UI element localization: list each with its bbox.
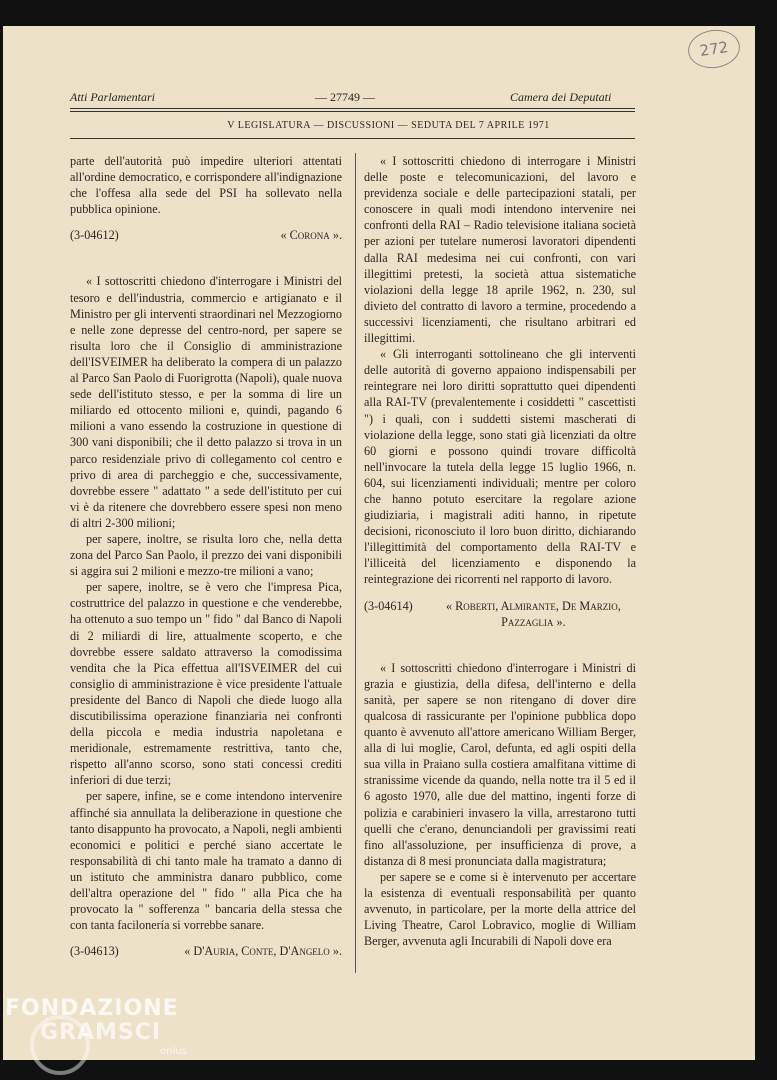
header-rule-top <box>70 108 635 109</box>
left-ref-number-2: (3-04613) <box>70 944 119 959</box>
header-left: Atti Parlamentari <box>70 90 155 104</box>
watermark-line-3: onlus <box>160 1046 187 1057</box>
column-divider <box>355 153 356 973</box>
header-rule-bottom <box>70 138 635 139</box>
right-reference-1 <box>364 598 636 630</box>
header-right: Camera dei Deputati <box>510 90 612 104</box>
left-column <box>70 153 342 959</box>
left-signature-2: « D'Auria, Conte, D'Angelo ». <box>184 944 342 959</box>
right-ref-number-1: (3-04614) <box>364 598 413 613</box>
right-column <box>364 153 636 949</box>
left-reference-1 <box>70 227 342 243</box>
watermark-line-1: FONDAZIONE <box>5 996 179 1021</box>
watermark-line-2: GRAMSCI <box>40 1020 162 1045</box>
right-paragraph-4: per sapere se e come si è intervenuto per accertare la esistenza di eventuali responsabilità per quanto avvenuto, in particolare, per la morte della attrice del Living Theatre, Carol Lobravico, moglie di William Berger, avvenuta agli Incurabili di Napoli dove era <box>364 869 636 949</box>
session-subheader: V LEGISLATURA — DISCUSSIONI — SEDUTA DEL 7 APRILE 1971 <box>227 120 550 131</box>
right-signature-1: « Roberti, Almirante, De Marzio, Pazzaglia ». <box>445 598 621 629</box>
left-paragraph-1: parte dell'autorità può impedire ulteriori attentati all'ordine democratico, e corrispondere all'indignazione che l'offesa alla sede del PSI ha sollevato nella pubblica opinione. <box>70 154 342 217</box>
left-paragraph-4: per sapere, inoltre, se è vero che l'impresa Pica, costruttrice del palazzo in questione e che venderebbe, ha ottenuto a suo tempo un " fido " dal Banco di Napoli di 2 miliardi di lire, attualmente scoperto, e che dovrebbe essere saldato attraverso la comodissima vendita che la Pica effettua all'ISVEIMER del cui consiglio di amministrazione è vice presidente l'attuale presidente del Banco di Napoli che diede luogo alla discutibilissima operazione finanziaria nei confronti della piccola e media industria napoletana e meridionale, estremamente restrittiva, tanto che, rispetto all'anno scorso, sono stati concessi crediti inferiori di due terzi; <box>70 580 342 788</box>
left-ref-number-1: (3-04612) <box>70 228 119 243</box>
right-paragraph-1: « I sottoscritti chiedono di interrogare i Ministri delle poste e telecomunicazioni, del lavoro e previdenza sociale e delle partecipazioni statali, per conoscere in quali modi intendono intervenire nei confronti della RAI – Radio televisione italiana società per azioni per tutelare numerosi lavoratori dipendenti dalla RAI medesima nei cui confronti, con vari illegittimi pretesti, la società attua sistematiche violazioni della legge 18 aprile 1962, n. 230, sul divieto del contratto di lavoro a termine, procedendo a successivi licenziamenti, che risultano arbitrari ed illegittimi. <box>364 154 636 346</box>
left-paragraph-3: per sapere, inoltre, se risulta loro che, nella detta zona del Parco San Paolo, il prezzo dei vani disponibili si aggira sui 2 milioni e mezzo-tre milioni a vano; <box>70 531 342 579</box>
left-paragraph-5: per sapere, infine, se e come intendono intervenire affinché sia annullata la deliberazione in questione che tanto disappunto ha provocato, a Napoli, negli ambienti economici e politici e perché siano accertate le responsabilità di chi tanto male ha tramato a danno di un istituto che amministra danaro pubblico, come dell'altra operazione del " fido " alla Pica che ha provocato la " sofferenza " bancaria della stessa che con tanta facilonería si vorrebbe sanare. <box>70 789 342 933</box>
right-paragraph-2: « Gli interroganti sottolineano che gli interventi delle autorità di governo appaiono indispensabili per reintegrare nei loro diritti soprattutto quei dipendenti alla RAI-TV (prevalentemente i cosiddetti " cascettisti ") i quali, con i suddetti sistemi mascherati di violazione della legge, sono stati già licenziati da oltre 60 giorni e possono quindi trovare difficoltà nell'invocare la tutela della legge 15 luglio 1966, n. 604, sui licenziamenti individuali; mentre per coloro che hanno potuto esercitare la regolare azione giudiziaria, i magistrali aditi hanno, in ripetute decisioni, riconosciuto il loro buon diritto, dichiarando l'illegittimità del comportamento della RAI-TV e l'illiceità del licenziamento e disponendo la reintegrazione dei ricorrenti nel rapporto di lavoro. <box>364 347 636 587</box>
left-signature-1: « Corona ». <box>280 228 342 243</box>
right-paragraph-3: « I sottoscritti chiedono d'interrogare i Ministri di grazia e giustizia, della difesa, dell'interno e della sanità, per sapere se non ritengano di dover dire qualcosa di rassicurante per l'opinione pubblica dopo quanto è avvenuto all'attore americano William Berger, alla di lui moglie, Carol, defunta, ed agli ospiti della sua villa in Praiano sulla costiera amalfitana vittime di stranissime vicende da quando, nella notte tra il 5 ed il 6 agosto 1970, alle due del mattino, ingenti forze di polizia e carabinieri invasero la villa, arrestarono tutti quelli che c'erano, denunciandoli per gravissimi reati fino all'assoluzione, per insufficienza di prove, a distanza di 8 mesi pronunciata dalla magistratura; <box>364 660 636 868</box>
header-rule-top-2 <box>70 111 635 112</box>
left-reference-2 <box>70 943 342 959</box>
left-paragraph-2: « I sottoscritti chiedono d'interrogare i Ministri del tesoro e dell'industria, commercio e artigianato e il Ministro per gli interventi straordinari nel Mezzogiorno e nelle zone depresse del centro-nord, per sapere se risulta loro che il Consiglio di amministrazione dell'ISVEIMER ha deliberato la compera di un palazzo al Parco San Paolo di Fuorigrotta (Napoli), quale nuova sede dell'istituto stesso, e per la somma di lire un miliardo ed ottocento milioni e, quindi, pagando 6 milioni a vano essendo la costruzione in questione di 300 vani disponibili; che il detto palazzo si trova in un parco residenziale privo di collegamento col centro e privo di area di parcheggio e che, successivamente, dovrebbe essere " adattato " a sede dell'istituto per cui vi è da ritenere che dovrebbero essere spesi non meno di altri 2-300 milioni; <box>70 274 342 530</box>
header-page-number: — 27749 — <box>315 90 375 104</box>
page-number-stamp: 272 <box>686 27 743 72</box>
